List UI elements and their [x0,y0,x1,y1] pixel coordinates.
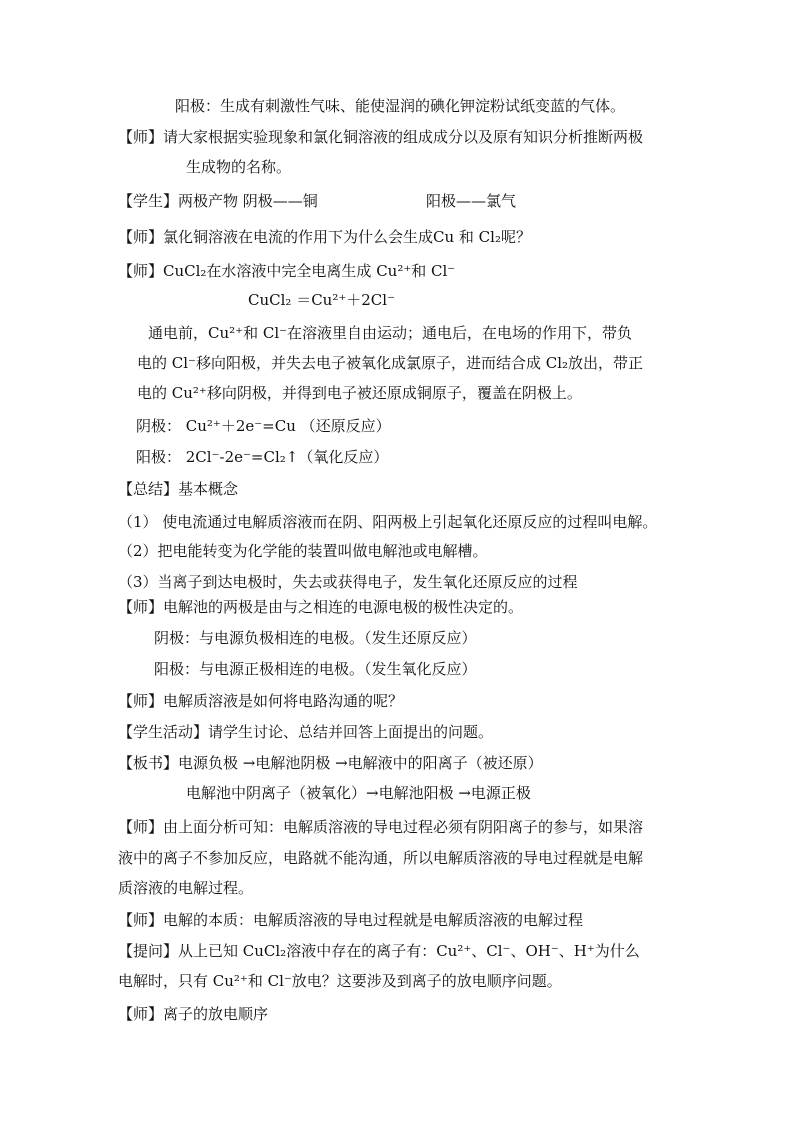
text-line: 【师】氯化铜溶液在电流的作用下为什么会生成Cu 和 Cl₂呢？ [118,228,531,246]
text-line: 【学生活动】请学生讨论、总结并回答上面提出的问题。 [118,723,494,741]
equation: CuCl₂ ＝Cu²⁺＋2Cl⁻ [248,291,395,309]
list-item: （1） 使电流通过电解质溶液而在阴、阳两极上引起氧化还原反应的过程叫电解。 [118,513,658,531]
text-line: 电解时，只有 Cu²⁺和 Cl⁻放电？这要涉及到离子的放电顺序问题。 [118,972,562,990]
list-item: （3）当离子到达电极时，失去或获得电子，发生氧化还原反应的过程 [118,573,578,591]
text-line: 【板书】电源负极 →电解池阴极 →电解液中的阳离子（被还原） [118,754,543,772]
list-item: （2）把电能转变为化学能的装置叫做电解池或电解槽。 [118,542,488,560]
text-line: 【师】电解的本质：电解质溶液的导电过程就是电解质溶液的电解过程 [118,911,584,929]
equation: 阳极： 2Cl⁻-2e⁻=Cl₂↑（氧化反应） [136,448,389,466]
text-line: 【师】电解质溶液是如何将电路沟通的呢？ [118,692,404,710]
text-line: 【师】CuCl₂在水溶液中完全电离生成 Cu²⁺和 Cl⁻ [118,262,456,280]
text-line: 【师】离子的放电顺序 [118,1005,269,1023]
equation: 阴极： Cu²⁺＋2e⁻=Cu （还原反应） [136,417,391,435]
text-line: 阳极：生成有刺激性气味、能使湿润的碘化钾淀粉试纸变蓝的气体。 [175,97,626,115]
text-line: 【师】电解池的两极是由与之相连的电源电极的极性决定的。 [118,598,524,616]
text-line: 电的 Cu²⁺移向阴极，并得到电子被还原成铜原子，覆盖在阴极上。 [137,384,582,402]
text-line: 通电前，Cu²⁺和 Cl⁻在溶液里自由运动；通电后，在电场的作用下，带负 [148,324,633,342]
text-line: 液中的离子不参加反应，电路就不能沟通，所以电解质溶液的导电过程就是电解 [118,849,644,867]
text-line: 电的 Cl⁻移向阳极，并失去电子被氧化成氯原子，进而结合成 Cl₂放出，带正 [137,354,644,372]
text-line: 【提问】从上已知 CuCl₂溶液中存在的离子有：Cu²⁺、Cl⁻、OH⁻、H⁺为什么 [118,942,640,960]
text-line: 质溶液的电解过程。 [118,879,254,897]
text-line: 阳极——氯气 [426,192,517,210]
text-line: 阳极：与电源正极相连的电极。（发生氧化反应） [154,660,477,678]
text-line: 【师】请大家根据实验现象和氯化铜溶液的组成成分以及原有知识分析推断两极 [118,128,644,146]
text-line: 阴极：与电源负极相连的电极。（发生还原反应） [154,629,477,647]
text-line: 电解池中阴离子（被氧化）→电解池阳极 →电源正极 [186,784,531,802]
text-line: 【师】由上面分析可知：电解质溶液的导电过程必须有阴阳离子的参与，如果溶 [118,818,644,836]
text-line: 生成物的名称。 [186,158,292,176]
section-heading: 【总结】基本概念 [118,480,239,498]
text-line: 【学生】两极产物 阴极——铜 [118,192,318,210]
